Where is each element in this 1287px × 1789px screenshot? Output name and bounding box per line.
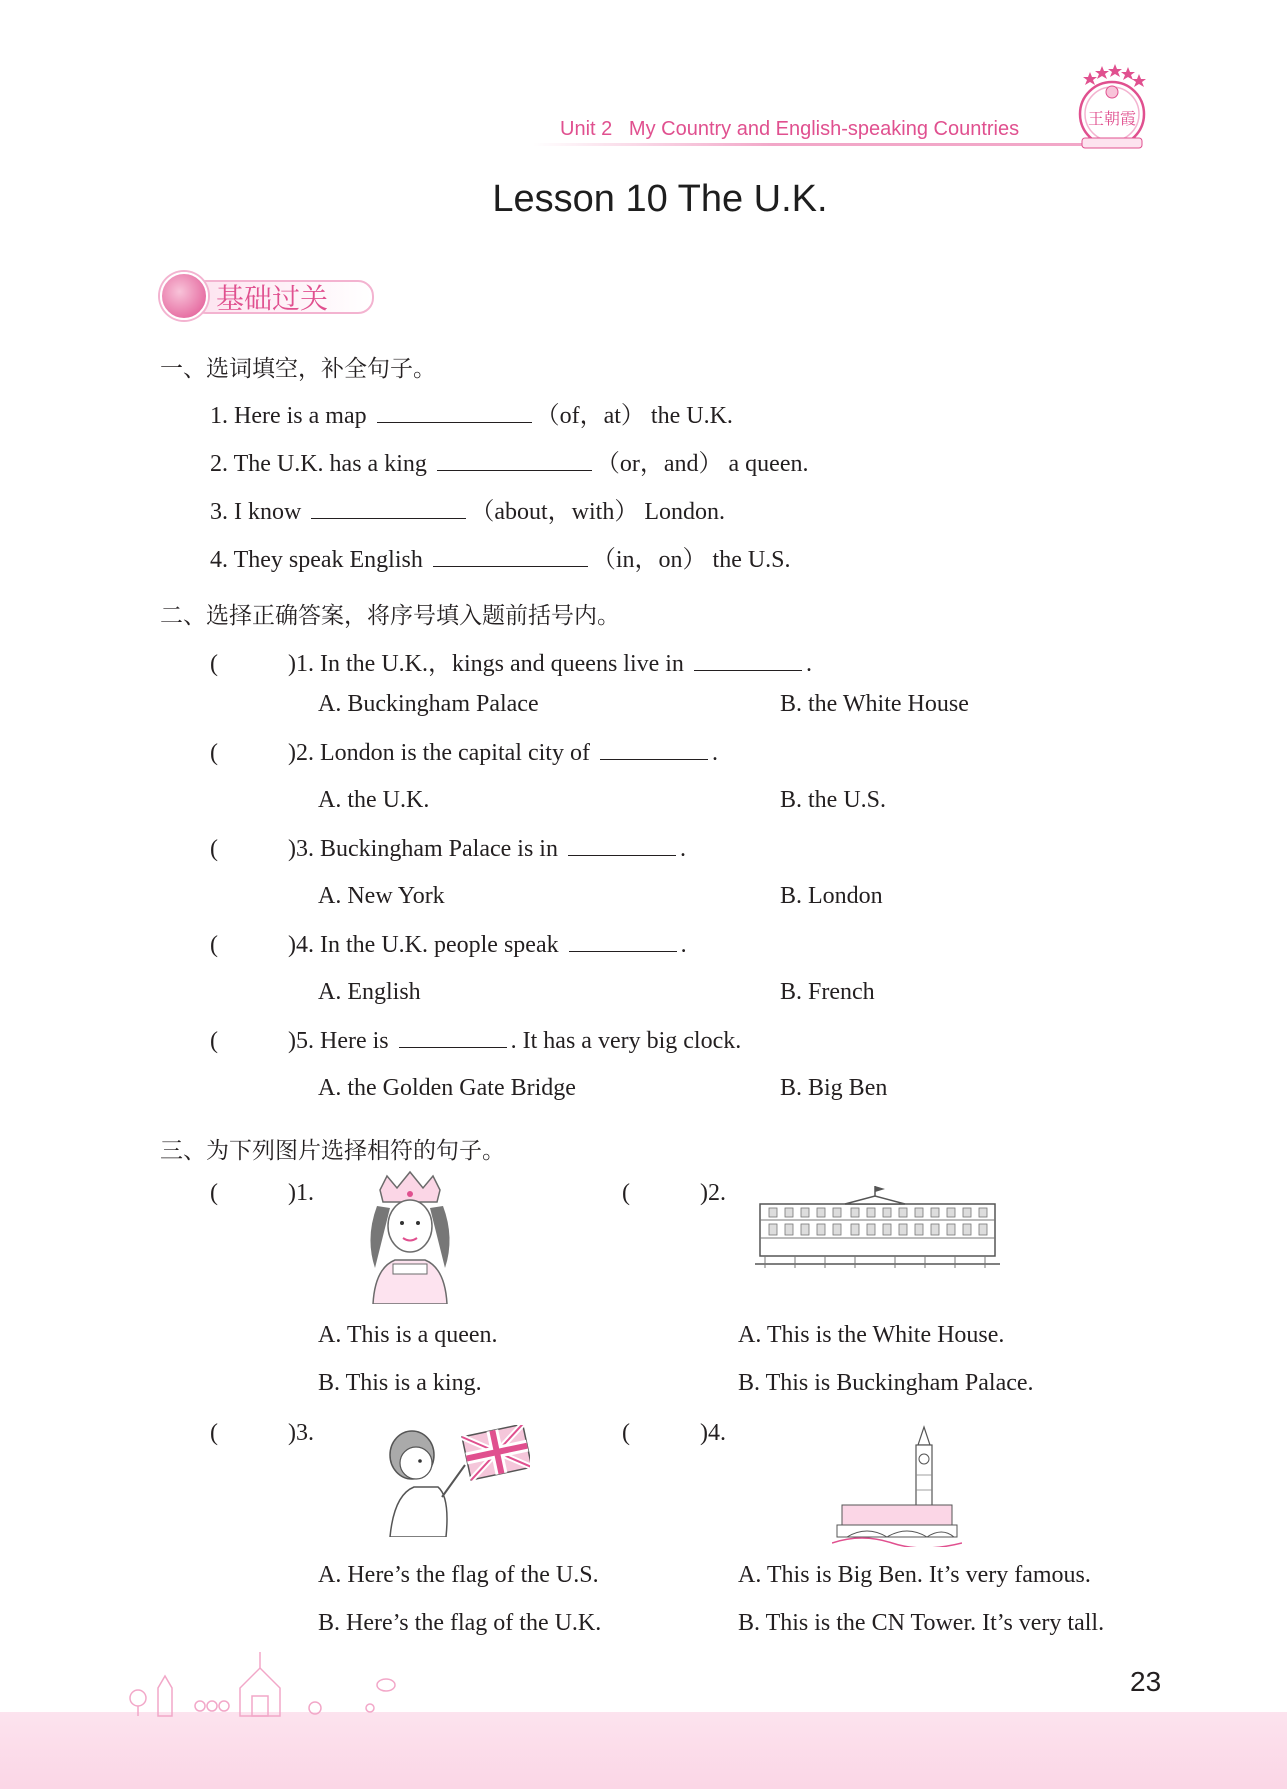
section1-item (210, 395, 733, 430)
question-end: . (711, 740, 718, 766)
section1-item (210, 491, 725, 526)
picture-number: 1. (296, 1180, 314, 1206)
badge-label: 基础过关 (216, 282, 329, 315)
publisher-logo (1072, 62, 1152, 154)
unit-header (560, 118, 1019, 141)
answer-paren-open: ( (210, 1028, 218, 1054)
section2-heading: 二、选择正确答案，将序号填入题前括号内。 (160, 603, 620, 629)
picture-question-number (210, 1420, 314, 1447)
footer-band (0, 1712, 1287, 1789)
answer-paren-close: ) (288, 651, 296, 677)
item-options: （of，at） (535, 403, 645, 429)
question-text: 3. Buckingham Palace is in (296, 836, 558, 862)
unit-label: Unit 2 (560, 118, 613, 140)
option-a[interactable]: A. This is Big Ben. It’s very famous. (738, 1562, 1091, 1588)
option-b[interactable]: B. the U.S. (780, 787, 887, 813)
item-text: 4. They speak English (210, 547, 423, 573)
picture-number: 2. (708, 1180, 726, 1206)
option-a[interactable]: A. This is the White House. (738, 1322, 1005, 1348)
option-a[interactable]: A. New York (318, 883, 445, 909)
answer-blank[interactable] (311, 498, 466, 519)
answer-blank[interactable] (437, 450, 592, 471)
answer-paren-open: ( (210, 836, 218, 862)
item-options: （in，on） (591, 547, 707, 573)
option-a[interactable]: A. Buckingham Palace (318, 691, 539, 717)
section1-heading: 一、选词填空，补全句子。 (160, 356, 436, 382)
question-stem (210, 643, 812, 678)
answer-paren-open: ( (622, 1420, 630, 1446)
option-b[interactable]: B. Here’s the flag of the U.K. (318, 1610, 602, 1636)
boy-with-flag-illustration (380, 1425, 530, 1537)
option-b[interactable]: B. Big Ben (780, 1075, 888, 1101)
option-a[interactable]: A. the U.K. (318, 787, 430, 813)
item-text: 3. I know (210, 499, 302, 525)
option-b[interactable]: B. This is Buckingham Palace. (738, 1370, 1034, 1396)
option-b[interactable]: B. This is a king. (318, 1370, 482, 1396)
question-stem (210, 835, 686, 863)
answer-blank (569, 931, 677, 952)
item-text: a queen. (728, 451, 809, 477)
picture-number: 4. (708, 1420, 726, 1446)
answer-paren-open: ( (210, 932, 218, 958)
item-text: 1. Here is a map (210, 403, 367, 429)
option-a[interactable]: A. the Golden Gate Bridge (318, 1075, 576, 1101)
picture-question-number (622, 1420, 726, 1447)
answer-paren-open: ( (210, 651, 218, 677)
answer-paren-open: ( (622, 1180, 630, 1206)
unit-title: My Country and English-speaking Countries (628, 118, 1020, 140)
badge-avatar-icon (160, 272, 208, 320)
item-text: 2. The U.K. has a king (210, 451, 427, 477)
palace-illustration (755, 1184, 1000, 1272)
header-rule (533, 143, 1133, 146)
answer-blank[interactable] (433, 546, 588, 567)
item-options: （or，and） (595, 451, 723, 477)
question-stem (210, 739, 718, 767)
question-text: 5. Here is (296, 1028, 389, 1054)
picture-question-number (622, 1180, 726, 1207)
answer-paren-open: ( (210, 1420, 218, 1446)
answer-paren-close: ) (288, 1028, 296, 1054)
answer-blank (399, 1027, 507, 1048)
section1-item (210, 539, 791, 574)
answer-blank (694, 650, 802, 671)
option-b[interactable]: B. London (780, 883, 883, 909)
option-a[interactable]: A. English (318, 979, 421, 1005)
picture-number: 3. (296, 1420, 314, 1446)
answer-blank (600, 739, 708, 760)
question-end: . (805, 651, 812, 677)
answer-blank (568, 835, 676, 856)
option-b[interactable]: B. This is the CN Tower. It’s very tall. (738, 1610, 1105, 1636)
lesson-title: Lesson 10 The U.K. (492, 178, 828, 220)
option-a[interactable]: A. Here’s the flag of the U.S. (318, 1562, 599, 1588)
question-stem (210, 931, 687, 959)
question-end: . It has a very big clock. (510, 1028, 742, 1054)
answer-paren-close: ) (288, 836, 296, 862)
question-end: . (679, 836, 686, 862)
answer-paren-open: ( (210, 1180, 218, 1206)
page-number: 23 (1130, 1666, 1162, 1697)
option-a[interactable]: A. This is a queen. (318, 1322, 498, 1348)
answer-paren-close: ) (288, 1420, 296, 1446)
item-text: the U.K. (650, 403, 733, 429)
question-end: . (680, 932, 687, 958)
section-badge (160, 272, 375, 318)
option-b[interactable]: B. the White House (780, 691, 969, 717)
footer-decoration-icon (120, 1648, 380, 1718)
answer-paren-close: ) (288, 740, 296, 766)
question-text: 2. London is the capital city of (296, 740, 590, 766)
answer-paren-close: ) (700, 1420, 708, 1446)
answer-paren-close: ) (288, 932, 296, 958)
footer-flower-icon (375, 1676, 397, 1694)
queen-illustration (355, 1168, 465, 1304)
logo-text: 王朝霞 (1087, 109, 1137, 128)
big-ben-illustration (832, 1425, 962, 1547)
section1-item (210, 443, 808, 478)
question-text: 1. In the U.K.，kings and queens live in (296, 651, 684, 677)
option-b[interactable]: B. French (780, 979, 875, 1005)
answer-paren-close: ) (288, 1180, 296, 1206)
item-options: （about，with） (470, 499, 639, 525)
item-text: London. (644, 499, 725, 525)
item-text: the U.S. (712, 547, 791, 573)
answer-blank[interactable] (377, 402, 532, 423)
answer-paren-open: ( (210, 740, 218, 766)
picture-question-number (210, 1180, 314, 1207)
question-stem (210, 1027, 741, 1055)
section3-heading: 三、为下列图片选择相符的句子。 (160, 1138, 505, 1164)
answer-paren-close: ) (700, 1180, 708, 1206)
question-text: 4. In the U.K. people speak (296, 932, 559, 958)
